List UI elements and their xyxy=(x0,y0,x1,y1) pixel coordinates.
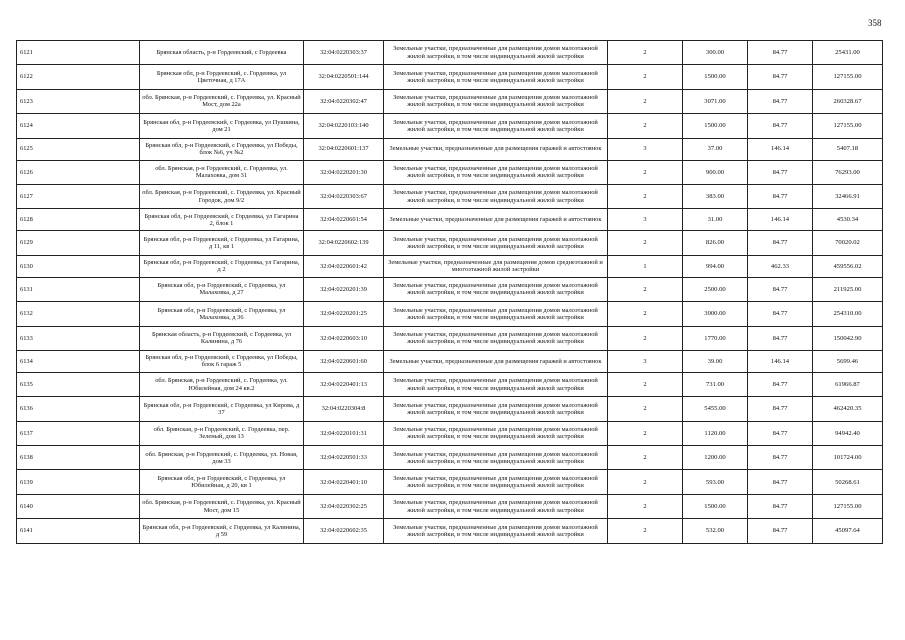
cadastral-number-cell: 32:04:0220401:13 xyxy=(304,372,384,396)
land-use-cell: Земельные участки, предназначенные для размещения домов малоэтажной жилой застройки, в том числе индивидуальной жилой застройки xyxy=(384,41,608,65)
row-number-cell: 6126 xyxy=(17,160,140,184)
cadastral-value-cell: 50268.61 xyxy=(813,470,883,494)
row-number-cell: 6123 xyxy=(17,89,140,113)
land-use-cell: Земельные участки, предназначенные для размещения домов малоэтажной жилой застройки, в том числе индивидуальной жилой застройки xyxy=(384,89,608,113)
cadastral-number-cell: 32:04:0220303:37 xyxy=(304,41,384,65)
group-cell: 2 xyxy=(608,277,683,301)
cadastral-value-cell: 101724.00 xyxy=(813,446,883,470)
cadastral-number-cell: 32:04:0220201:39 xyxy=(304,277,384,301)
rate-cell: 84.77 xyxy=(748,160,813,184)
area-cell: 300.00 xyxy=(683,41,748,65)
table-row xyxy=(17,209,883,231)
row-number-cell: 6137 xyxy=(17,421,140,445)
cadastral-value-cell: 462420.35 xyxy=(813,397,883,421)
row-number-cell: 6127 xyxy=(17,184,140,208)
land-use-cell: Земельные участки, предназначенные для размещения домов малоэтажной жилой застройки, в том числе индивидуальной жилой застройки xyxy=(384,397,608,421)
table-row xyxy=(17,470,883,494)
row-number-cell: 6134 xyxy=(17,350,140,372)
rate-cell: 84.77 xyxy=(748,519,813,543)
cadastral-number-cell: 32:04:0220602:139 xyxy=(304,231,384,255)
cadastral-value-cell: 127155.00 xyxy=(813,65,883,89)
rate-cell: 146.14 xyxy=(748,138,813,160)
rate-cell: 84.77 xyxy=(748,65,813,89)
group-cell: 2 xyxy=(608,114,683,138)
rate-cell: 84.77 xyxy=(748,421,813,445)
cadastral-value-cell: 127155.00 xyxy=(813,114,883,138)
cadastral-number-cell: 32:04:0220101:31 xyxy=(304,421,384,445)
land-use-cell: Земельные участки, предназначенные для размещения домов малоэтажной жилой застройки, в том числе индивидуальной жилой застройки xyxy=(384,114,608,138)
group-cell: 3 xyxy=(608,209,683,231)
address-cell: Брянская обл, р-н Гордеевский, с Гордеевка, ул Юбилейная, д 20, кв 1 xyxy=(140,470,304,494)
table-row xyxy=(17,421,883,445)
row-number-cell: 6133 xyxy=(17,326,140,350)
group-cell: 2 xyxy=(608,470,683,494)
cadastral-value-cell: 76293.00 xyxy=(813,160,883,184)
cadastral-value-cell: 150042.90 xyxy=(813,326,883,350)
group-cell: 2 xyxy=(608,326,683,350)
group-cell: 2 xyxy=(608,397,683,421)
land-use-cell: Земельные участки, предназначенные для размещения домов малоэтажной жилой застройки, в том числе индивидуальной жилой застройки xyxy=(384,277,608,301)
row-number-cell: 6132 xyxy=(17,302,140,326)
cadastral-value-cell: 70020.02 xyxy=(813,231,883,255)
cadastral-value-cell: 254310.00 xyxy=(813,302,883,326)
land-use-cell: Земельные участки, предназначенные для размещения домов малоэтажной жилой застройки, в том числе индивидуальной жилой застройки xyxy=(384,184,608,208)
group-cell: 2 xyxy=(608,421,683,445)
area-cell: 31.00 xyxy=(683,209,748,231)
land-use-cell: Земельные участки, предназначенные для размещения гаражей и автостоянок xyxy=(384,138,608,160)
group-cell: 2 xyxy=(608,65,683,89)
land-use-cell: Земельные участки, предназначенные для размещения домов малоэтажной жилой застройки, в том числе индивидуальной жилой застройки xyxy=(384,421,608,445)
land-valuation-table xyxy=(16,40,883,544)
cadastral-number-cell: 32:04:0220303:67 xyxy=(304,184,384,208)
row-number-cell: 6125 xyxy=(17,138,140,160)
address-cell: Брянская обл, р-н Гордеевский, с Гордеевка, ул Победы, блок 6 гараж 5 xyxy=(140,350,304,372)
row-number-cell: 6140 xyxy=(17,494,140,518)
address-cell: Брянская область, р-н Гордеевский, с Гордеевка, ул Калинина, д 76 xyxy=(140,326,304,350)
rate-cell: 84.77 xyxy=(748,372,813,396)
area-cell: 826.00 xyxy=(683,231,748,255)
address-cell: Брянская обл, р-н Гордеевский, с Гордеевка, ул Малаховка, д 27 xyxy=(140,277,304,301)
rate-cell: 84.77 xyxy=(748,114,813,138)
rate-cell: 84.77 xyxy=(748,41,813,65)
land-use-cell: Земельные участки, предназначенные для размещения домов малоэтажной жилой застройки, в том числе индивидуальной жилой застройки xyxy=(384,494,608,518)
rate-cell: 462.33 xyxy=(748,255,813,277)
table-row xyxy=(17,184,883,208)
cadastral-value-cell: 211925.00 xyxy=(813,277,883,301)
land-use-cell: Земельные участки, предназначенные для размещения гаражей и автостоянок xyxy=(384,209,608,231)
table-row xyxy=(17,138,883,160)
cadastral-value-cell: 32466.91 xyxy=(813,184,883,208)
table-row xyxy=(17,41,883,65)
cadastral-value-cell: 5699.46 xyxy=(813,350,883,372)
address-cell: Брянская обл, р-н Гордеевский, с. Гордеевка, ул Цветочная, д 17А xyxy=(140,65,304,89)
table-row xyxy=(17,89,883,113)
address-cell: обл. Брянская, р-н Гордеевский, с. Гордеевка, пер. Зеленый, дом 13 xyxy=(140,421,304,445)
table-row xyxy=(17,65,883,89)
area-cell: 900.00 xyxy=(683,160,748,184)
row-number-cell: 6131 xyxy=(17,277,140,301)
rate-cell: 84.77 xyxy=(748,89,813,113)
address-cell: Брянская обл, р-н Гордеевский, с Гордеевка, ул Кирова, д 37 xyxy=(140,397,304,421)
land-use-cell: Земельные участки, предназначенные для размещения домов малоэтажной жилой застройки, в том числе индивидуальной жилой застройки xyxy=(384,302,608,326)
address-cell: Брянская область, р-н Гордеевский, с Гордеевка xyxy=(140,41,304,65)
area-cell: 1120.00 xyxy=(683,421,748,445)
cadastral-number-cell: 32:04:0220601:42 xyxy=(304,255,384,277)
land-use-cell: Земельные участки, предназначенные для размещения домов малоэтажной жилой застройки, в том числе индивидуальной жилой застройки xyxy=(384,231,608,255)
table-row xyxy=(17,519,883,543)
cadastral-number-cell: 32:04:0220601:137 xyxy=(304,138,384,160)
land-use-cell: Земельные участки, предназначенные для размещения домов малоэтажной жилой застройки, в том числе индивидуальной жилой застройки xyxy=(384,65,608,89)
table-row xyxy=(17,231,883,255)
address-cell: обл. Брянская, р-н Гордеевский, с. Гордеевка, ул. Красный Мост, дом 15 xyxy=(140,494,304,518)
area-cell: 39.00 xyxy=(683,350,748,372)
address-cell: обл. Брянская, р-н Гордеевский, с. Гордеевка, ул. Новая, дом 33 xyxy=(140,446,304,470)
table-row xyxy=(17,326,883,350)
row-number-cell: 6130 xyxy=(17,255,140,277)
group-cell: 2 xyxy=(608,494,683,518)
cadastral-number-cell: 32:04:0220304:8 xyxy=(304,397,384,421)
land-use-cell: Земельные участки, предназначенные для размещения домов малоэтажной жилой застройки, в том числе индивидуальной жилой застройки xyxy=(384,446,608,470)
rate-cell: 84.77 xyxy=(748,302,813,326)
land-use-cell: Земельные участки, предназначенные для размещения домов среднеэтажной и многоэтажной жилой застройки xyxy=(384,255,608,277)
group-cell: 2 xyxy=(608,302,683,326)
group-cell: 2 xyxy=(608,519,683,543)
rate-cell: 84.77 xyxy=(748,277,813,301)
rate-cell: 146.14 xyxy=(748,209,813,231)
address-cell: Брянская обл, р-н Гордеевский, с Гордеевка, ул Гагарина 2, блок 1 xyxy=(140,209,304,231)
cadastral-value-cell: 61966.87 xyxy=(813,372,883,396)
table-row xyxy=(17,277,883,301)
cadastral-number-cell: 32:04:0220601:54 xyxy=(304,209,384,231)
address-cell: Брянская обл, р-н Гордеевский, с Гордеевка, ул Малаховка, д 36 xyxy=(140,302,304,326)
group-cell: 1 xyxy=(608,255,683,277)
address-cell: Брянская обл, р-н Гордеевский, с Гордеевка, ул Пушкина, дом 21 xyxy=(140,114,304,138)
table-row xyxy=(17,350,883,372)
land-use-cell: Земельные участки, предназначенные для размещения домов малоэтажной жилой застройки, в том числе индивидуальной жилой застройки xyxy=(384,160,608,184)
cadastral-value-cell: 25431.00 xyxy=(813,41,883,65)
group-cell: 2 xyxy=(608,231,683,255)
area-cell: 731.00 xyxy=(683,372,748,396)
land-use-cell: Земельные участки, предназначенные для размещения домов малоэтажной жилой застройки, в том числе индивидуальной жилой застройки xyxy=(384,326,608,350)
area-cell: 1500.00 xyxy=(683,114,748,138)
area-cell: 5455.00 xyxy=(683,397,748,421)
cadastral-value-cell: 45097.64 xyxy=(813,519,883,543)
cadastral-number-cell: 32:04:0220602:35 xyxy=(304,519,384,543)
rate-cell: 84.77 xyxy=(748,184,813,208)
land-use-cell: Земельные участки, предназначенные для размещения домов малоэтажной жилой застройки, в том числе индивидуальной жилой застройки xyxy=(384,372,608,396)
row-number-cell: 6124 xyxy=(17,114,140,138)
cadastral-number-cell: 32:04:0220103:140 xyxy=(304,114,384,138)
cadastral-number-cell: 32:04:0220302:47 xyxy=(304,89,384,113)
rate-cell: 84.77 xyxy=(748,326,813,350)
rate-cell: 84.77 xyxy=(748,470,813,494)
cadastral-value-cell: 94942.40 xyxy=(813,421,883,445)
area-cell: 532.00 xyxy=(683,519,748,543)
area-cell: 994.00 xyxy=(683,255,748,277)
area-cell: 3071.00 xyxy=(683,89,748,113)
cadastral-number-cell: 32:04:0220401:10 xyxy=(304,470,384,494)
cadastral-number-cell: 32:04:0220603:10 xyxy=(304,326,384,350)
table-row xyxy=(17,494,883,518)
area-cell: 1770.00 xyxy=(683,326,748,350)
rate-cell: 84.77 xyxy=(748,494,813,518)
row-number-cell: 6128 xyxy=(17,209,140,231)
area-cell: 2500.00 xyxy=(683,277,748,301)
address-cell: обл. Брянская, р-н Гордеевский, с. Гордеевка, ул. Красный Мост, дом 22а xyxy=(140,89,304,113)
group-cell: 2 xyxy=(608,89,683,113)
rate-cell: 84.77 xyxy=(748,231,813,255)
cadastral-number-cell: 32:04:0220201:25 xyxy=(304,302,384,326)
area-cell: 1500.00 xyxy=(683,65,748,89)
row-number-cell: 6121 xyxy=(17,41,140,65)
cadastral-value-cell: 459556.02 xyxy=(813,255,883,277)
land-use-cell: Земельные участки, предназначенные для размещения гаражей и автостоянок xyxy=(384,350,608,372)
row-number-cell: 6136 xyxy=(17,397,140,421)
address-cell: обл. Брянская, р-н Гордеевский, с. Гордеевка, ул. Малаховка, дом 31 xyxy=(140,160,304,184)
address-cell: обл. Брянская, р-н Гордеевский, с. Гордеевка, ул. Красный Городок, дом 9/2 xyxy=(140,184,304,208)
row-number-cell: 6129 xyxy=(17,231,140,255)
area-cell: 1200.00 xyxy=(683,446,748,470)
cadastral-value-cell: 5407.18 xyxy=(813,138,883,160)
cadastral-value-cell: 4530.34 xyxy=(813,209,883,231)
table-row xyxy=(17,114,883,138)
cadastral-number-cell: 32:04:0220201:30 xyxy=(304,160,384,184)
area-cell: 383.00 xyxy=(683,184,748,208)
cadastral-number-cell: 32:04:0220501:33 xyxy=(304,446,384,470)
group-cell: 3 xyxy=(608,138,683,160)
table-row xyxy=(17,372,883,396)
row-number-cell: 6122 xyxy=(17,65,140,89)
table-row xyxy=(17,302,883,326)
area-cell: 3000.00 xyxy=(683,302,748,326)
group-cell: 2 xyxy=(608,372,683,396)
area-cell: 593.00 xyxy=(683,470,748,494)
table-row xyxy=(17,255,883,277)
cadastral-number-cell: 32:04:0220302:25 xyxy=(304,494,384,518)
land-use-cell: Земельные участки, предназначенные для размещения домов малоэтажной жилой застройки, в том числе индивидуальной жилой застройки xyxy=(384,470,608,494)
rate-cell: 84.77 xyxy=(748,397,813,421)
page-number: 358 xyxy=(868,18,882,28)
group-cell: 2 xyxy=(608,160,683,184)
address-cell: Брянская обл, р-н Гордеевский, с Гордеевка, ул Победы, блок №6, уч №2 xyxy=(140,138,304,160)
cadastral-value-cell: 127155.00 xyxy=(813,494,883,518)
row-number-cell: 6135 xyxy=(17,372,140,396)
address-cell: Брянская обл, р-н Гордеевский, с Гордеевка, ул Калинина, д 59 xyxy=(140,519,304,543)
table-row xyxy=(17,160,883,184)
address-cell: обл. Брянская, р-н Гордеевский, с. Гордеевка, ул. Юбилейная, дом 24 кв.2 xyxy=(140,372,304,396)
group-cell: 3 xyxy=(608,350,683,372)
row-number-cell: 6138 xyxy=(17,446,140,470)
cadastral-number-cell: 32:04:0220501:144 xyxy=(304,65,384,89)
address-cell: Брянская обл, р-н Гордеевский, с Гордеевка, ул Гагарина, д 11, кв 1 xyxy=(140,231,304,255)
area-cell: 1500.00 xyxy=(683,494,748,518)
area-cell: 37.00 xyxy=(683,138,748,160)
group-cell: 2 xyxy=(608,184,683,208)
table-row xyxy=(17,446,883,470)
cadastral-value-cell: 260328.67 xyxy=(813,89,883,113)
row-number-cell: 6139 xyxy=(17,470,140,494)
address-cell: Брянская обл, р-н Гордеевский, с Гордеевка, ул Гагарина, д 2 xyxy=(140,255,304,277)
table-row xyxy=(17,397,883,421)
row-number-cell: 6141 xyxy=(17,519,140,543)
cadastral-number-cell: 32:04:0220601:60 xyxy=(304,350,384,372)
rate-cell: 146.14 xyxy=(748,350,813,372)
rate-cell: 84.77 xyxy=(748,446,813,470)
group-cell: 2 xyxy=(608,446,683,470)
land-use-cell: Земельные участки, предназначенные для размещения домов малоэтажной жилой застройки, в том числе индивидуальной жилой застройки xyxy=(384,519,608,543)
table-body xyxy=(17,41,883,544)
group-cell: 2 xyxy=(608,41,683,65)
